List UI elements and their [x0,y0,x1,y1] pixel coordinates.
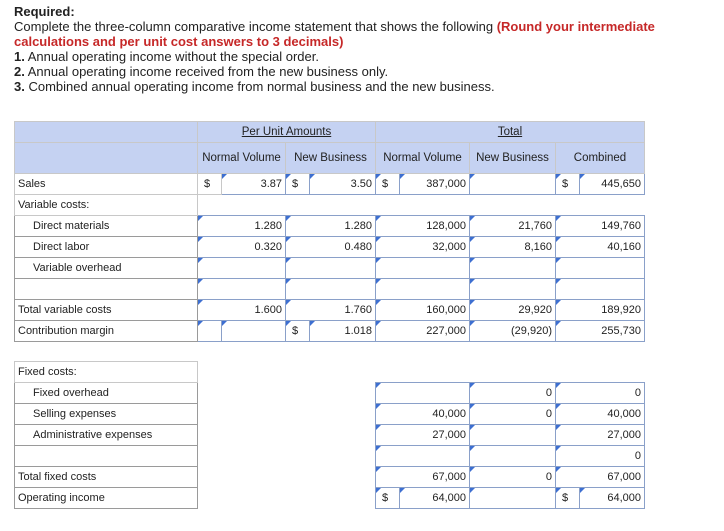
spacer [198,425,376,446]
t-combined-oi-input[interactable]: 64,000 [580,488,645,509]
blank-input[interactable] [470,446,556,467]
t-new-dm-input[interactable]: 21,760 [470,216,556,237]
t-normal-cm-input[interactable]: 227,000 [376,321,470,342]
row-spacer [15,342,645,362]
row-direct-labor [15,237,645,258]
currency-sign: $ [556,174,580,195]
spacer [198,362,645,383]
t-combined-admin-input[interactable]: 27,000 [556,425,645,446]
t-normal-dm-input[interactable]: 128,000 [376,216,470,237]
label-operating-income[interactable]: Operating income [15,488,198,509]
row-direct-materials [15,216,645,237]
row-total-variable [15,300,645,321]
t-normal-selling-input[interactable]: 40,000 [376,404,470,425]
spacer [198,383,376,404]
row-blank-fixed [15,446,645,467]
label-direct-materials[interactable]: Direct materials [15,216,198,237]
pu-new-sales-input[interactable]: 3.50 [310,174,376,195]
row-total-fixed [15,467,645,488]
label-fixed-costs: Fixed costs: [15,362,198,383]
row-admin-expenses [15,425,645,446]
t-normal-volume-header: Normal Volume [376,143,470,174]
row-variable-overhead [15,258,645,279]
pu-new-tvc-input[interactable]: 1.760 [286,300,376,321]
spacer [198,467,376,488]
requirement-number: 2. [14,64,25,79]
t-combined-header: Combined [556,143,645,174]
t-new-tfc-input[interactable]: 0 [470,467,556,488]
row-sales [15,174,645,195]
spacer [198,446,376,467]
pu-normal-volume-header: Normal Volume [198,143,286,174]
currency-sign: $ [376,488,400,509]
pu-new-cm-input[interactable]: 1.018 [310,321,376,342]
pu-new-voh-input[interactable] [286,258,376,279]
required-heading: Required: [14,4,75,19]
instructions-text [14,19,714,49]
label-variable-costs: Variable costs: [15,195,198,216]
blank-input[interactable] [470,279,556,300]
row-operating-income [15,488,645,509]
spacer [198,404,376,425]
t-new-dl-input[interactable]: 8,160 [470,237,556,258]
t-normal-dl-input[interactable]: 32,000 [376,237,470,258]
currency-sign: $ [376,174,400,195]
currency-sign: $ [286,174,310,195]
label-direct-labor[interactable]: Direct labor [15,237,198,258]
label-fixed-overhead[interactable]: Fixed overhead [15,383,198,404]
pu-new-dm-input[interactable]: 1.280 [286,216,376,237]
requirement-text: Combined annual operating income from normal business and the new business. [28,79,495,94]
t-normal-tfc-input[interactable]: 67,000 [376,467,470,488]
requirement-2 [14,64,714,79]
requirement-1 [14,49,714,64]
blank-input[interactable] [376,279,470,300]
t-new-business-header: New Business [470,143,556,174]
requirement-3 [14,79,714,94]
t-combined-tfc-input[interactable]: 67,000 [556,467,645,488]
blank-label-input[interactable] [15,279,198,300]
t-normal-admin-input[interactable]: 27,000 [376,425,470,446]
blank-label-input[interactable] [15,446,198,467]
header-blank [15,143,198,174]
currency-sign: $ [556,488,580,509]
currency-sign: $ [198,174,222,195]
requirement-number: 1. [14,49,25,64]
row-contribution-margin [15,321,645,342]
blank-input[interactable] [286,279,376,300]
t-new-selling-input[interactable]: 0 [470,404,556,425]
t-combined-sales-input[interactable]: 445,650 [580,174,645,195]
t-normal-foh-input[interactable] [376,383,470,404]
label-admin-expenses[interactable]: Administrative expenses [15,425,198,446]
row-variable-costs [15,195,645,216]
label-variable-overhead[interactable]: Variable overhead [15,258,198,279]
row-fixed-overhead [15,383,645,404]
t-new-cm-input[interactable]: (29,920) [470,321,556,342]
t-combined-cm-input[interactable]: 255,730 [556,321,645,342]
t-normal-oi-input[interactable]: 64,000 [400,488,470,509]
pu-normal-tvc-input[interactable]: 1.600 [198,300,286,321]
spacer [198,488,376,509]
row-fixed-costs [15,362,645,383]
label-total-fixed-costs[interactable]: Total fixed costs [15,467,198,488]
pu-normal-cm-input[interactable] [222,321,286,342]
pu-normal-dm-input[interactable]: 1.280 [198,216,286,237]
instructions [14,4,714,94]
t-normal-sales-input[interactable]: 387,000 [400,174,470,195]
t-new-admin-input[interactable] [470,425,556,446]
intro-text: Complete the three-column comparative income statement that shows the following [14,19,494,34]
label-sales: Sales [15,174,198,195]
label-selling-expenses[interactable]: Selling expenses [15,404,198,425]
currency-sign: $ [286,321,310,342]
t-new-voh-input[interactable] [470,258,556,279]
t-new-oi-input[interactable] [470,488,556,509]
requirement-text: Annual operating income received from the new business only. [27,64,389,79]
t-combined-dm-input[interactable]: 149,760 [556,216,645,237]
label-contribution-margin[interactable]: Contribution margin [15,321,198,342]
requirement-text: Annual operating income without the special order. [27,49,319,64]
pu-normal-voh-input[interactable] [198,258,286,279]
row-blank-variable [15,279,645,300]
t-new-sales-input[interactable] [470,174,556,195]
t-combined-tvc-input[interactable]: 189,920 [556,300,645,321]
t-new-tvc-input[interactable]: 29,920 [470,300,556,321]
row-selling-expenses [15,404,645,425]
currency-sign [198,321,222,342]
t-normal-tvc-input[interactable]: 160,000 [376,300,470,321]
header-blank [15,122,198,143]
total-header: Total [376,122,645,143]
requirement-number: 3. [14,79,25,94]
rounding-note: (Round your intermediate calculations and per unit cost answers to 3 decimals) [14,19,655,49]
t-combined-blank-input[interactable]: 0 [556,446,645,467]
t-combined-foh-input[interactable]: 0 [556,383,645,404]
header-row-groups [15,122,645,143]
pu-normal-dl-input[interactable]: 0.320 [198,237,286,258]
spacer [15,342,645,362]
income-statement-table [14,121,645,509]
label-total-variable-costs[interactable]: Total variable costs [15,300,198,321]
blank-input[interactable] [376,446,470,467]
pu-new-dl-input[interactable]: 0.480 [286,237,376,258]
spacer [198,195,645,216]
t-combined-selling-input[interactable]: 40,000 [556,404,645,425]
pu-normal-sales-input[interactable]: 3.87 [222,174,286,195]
t-combined-dl-input[interactable]: 40,160 [556,237,645,258]
per-unit-header: Per Unit Amounts [198,122,376,143]
header-row-columns [15,143,645,174]
pu-new-business-header: New Business [286,143,376,174]
t-normal-voh-input[interactable] [376,258,470,279]
t-new-foh-input[interactable]: 0 [470,383,556,404]
t-combined-voh-input[interactable] [556,258,645,279]
blank-input[interactable] [556,279,645,300]
blank-input[interactable] [198,279,286,300]
